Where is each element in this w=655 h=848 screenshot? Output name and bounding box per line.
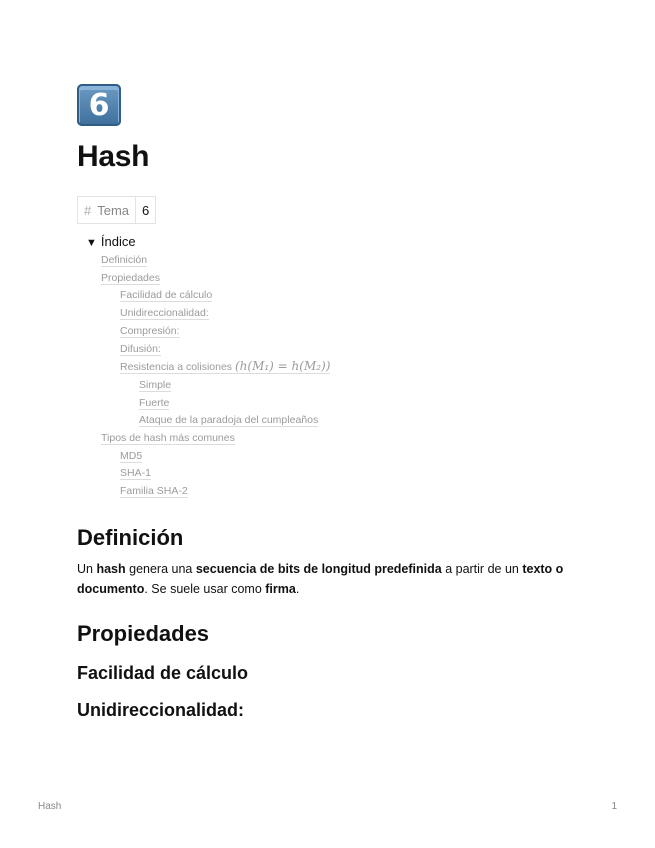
toggle-triangle-icon: ▼	[86, 237, 97, 249]
toc-link-simple[interactable]: Simple	[139, 378, 172, 391]
keycap-digit-six-icon	[77, 84, 121, 126]
number-property-icon: #	[84, 202, 92, 218]
toc-link-unidireccionalidad[interactable]: Unidireccionalidad:	[120, 307, 209, 320]
bold-run: texto o documento	[77, 561, 564, 596]
toc-item	[77, 483, 597, 501]
property-key-cell[interactable]	[78, 197, 136, 224]
toc-link-difusion[interactable]: Difusión:	[120, 342, 161, 355]
text-run: . Se suele usar como	[144, 581, 266, 596]
heading-propiedades: Propiedades	[77, 620, 210, 646]
footer-page-number: 1	[611, 801, 617, 812]
toc-resistencia-text: Resistencia a colisiones	[120, 361, 233, 374]
toc-link-compresion[interactable]: Compresión:	[120, 324, 180, 337]
heading-facilidad: Facilidad de cálculo	[77, 662, 249, 683]
bold-run: hash	[96, 561, 126, 576]
toc-item	[77, 430, 597, 448]
toc-list	[77, 252, 597, 501]
page-content	[77, 84, 597, 721]
page-title: Hash	[77, 140, 150, 173]
toc-link-sha1[interactable]: SHA-1	[120, 467, 151, 480]
bold-run: secuencia de bits de longitud predefinida	[195, 561, 442, 576]
toc-summary[interactable]	[86, 234, 597, 249]
toc-link-resistencia[interactable]	[120, 361, 330, 374]
toc-item	[77, 412, 597, 430]
property-value[interactable]: 6	[136, 197, 156, 224]
toc-link-facilidad[interactable]: Facilidad de cálculo	[120, 289, 213, 302]
footer-document-title: Hash	[38, 801, 62, 812]
toc-link-sha2[interactable]: Familia SHA-2	[120, 485, 188, 498]
toc-item	[77, 465, 597, 483]
toc-item	[77, 448, 597, 466]
toc-item	[77, 305, 597, 323]
toc-link-ataque[interactable]: Ataque de la paradoja del cumpleaños	[139, 414, 319, 427]
toc-label: Índice	[100, 234, 136, 249]
toc-item	[77, 341, 597, 359]
toc-link-definicion[interactable]: Definición	[101, 254, 148, 266]
toc-link-propiedades[interactable]: Propiedades	[101, 271, 160, 284]
properties-table	[77, 196, 156, 224]
page-icon-glyph: 6	[88, 87, 110, 123]
paragraph-definicion	[77, 559, 597, 599]
toc-item	[77, 270, 597, 288]
toc-item	[77, 323, 597, 341]
toc-item	[77, 358, 597, 377]
toc-item	[77, 252, 597, 270]
toc-item	[77, 377, 597, 395]
text-run: a partir de un	[441, 561, 523, 576]
toc-item	[77, 395, 597, 413]
toc-toggle	[77, 234, 597, 501]
toc-link-fuerte[interactable]: Fuerte	[139, 396, 170, 409]
bold-run: firma	[265, 581, 296, 596]
toc-item	[77, 287, 597, 305]
toc-resistencia-math: (h(M₁) = h(M₂))	[234, 359, 331, 374]
heading-unidireccionalidad: Unidireccionalidad:	[77, 699, 245, 720]
text-run: genera una	[125, 561, 196, 576]
toc-link-tipos[interactable]: Tipos de hash más comunes	[101, 432, 235, 445]
heading-definicion: Definición	[77, 524, 184, 550]
property-row	[78, 197, 156, 224]
toc-link-md5[interactable]: MD5	[120, 449, 143, 462]
property-key: Tema	[97, 202, 130, 218]
text-run: .	[295, 581, 300, 596]
text-run: Un	[77, 561, 97, 576]
